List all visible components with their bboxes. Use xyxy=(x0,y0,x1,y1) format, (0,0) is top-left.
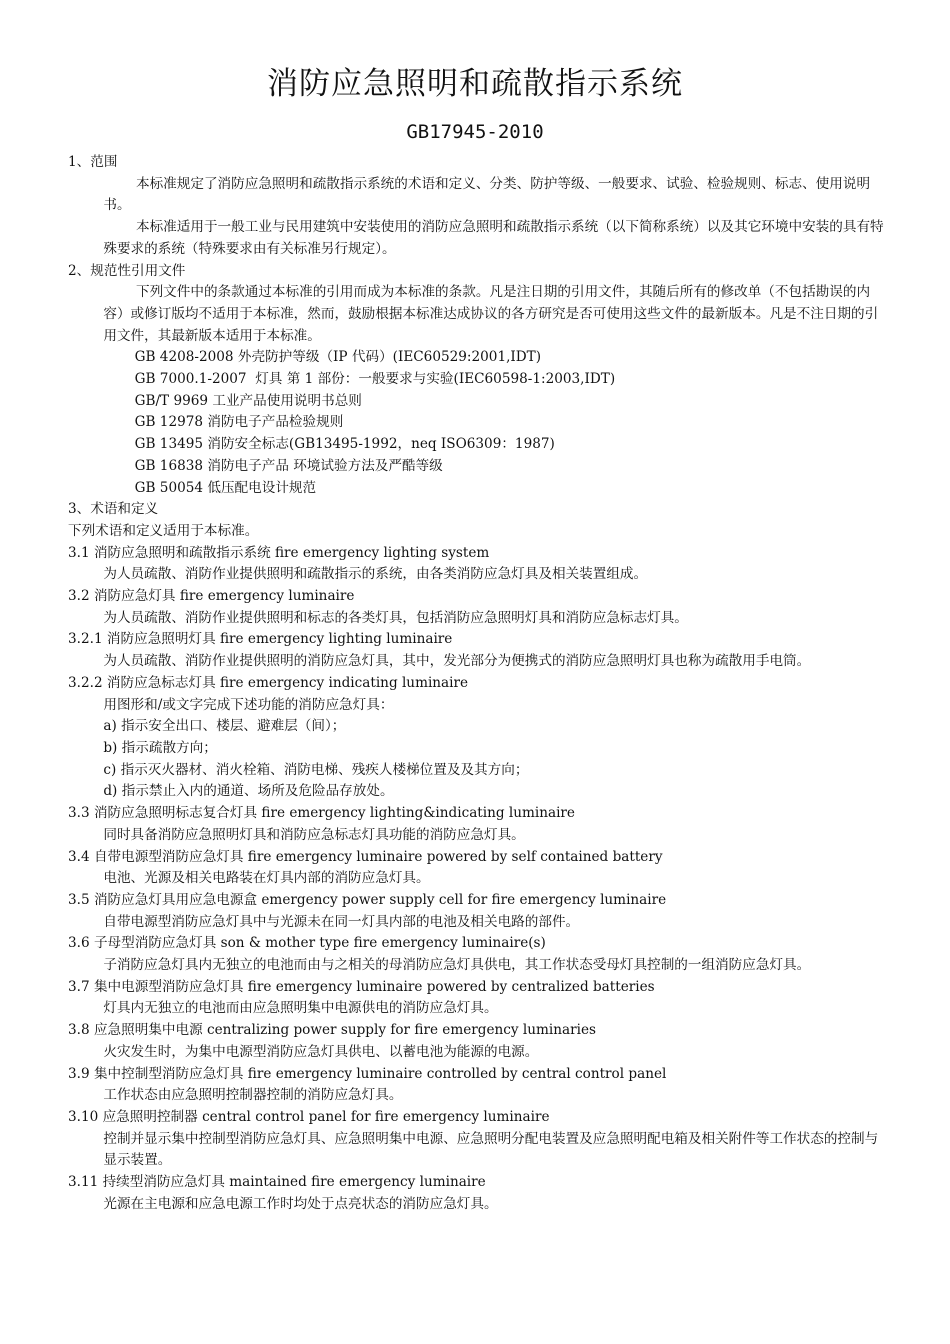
reference-item: GB 16838 消防电子产品 环境试验方法及严酷等级 xyxy=(134,457,443,474)
term-heading: 3.6 子母型消防应急灯具 son & mother type fire emergency luminaire(s) xyxy=(68,935,546,952)
paragraph: 本标准规定了消防应急照明和疏散指示系统的术语和定义、分类、防护等级、一般要求、试验、检验规则、标志、使用说明书。 xyxy=(103,175,871,214)
list-item: a) 指示安全出口、楼层、避难层（间）； xyxy=(103,718,346,735)
section-heading: 1、范围 xyxy=(68,154,118,170)
term-definition: 同时具备消防应急照明灯具和消防应急标志灯具功能的消防应急灯具。 xyxy=(103,826,525,843)
standard-code: GB17945-2010 xyxy=(406,121,544,143)
reference-item: GB 4208-2008 外壳防护等级（IP 代码）(IEC60529:2001,IDT) xyxy=(134,349,542,366)
term-definition: 为人员疏散、消防作业提供照明和疏散指示的系统，由各类消防应急灯具及相关装置组成。 xyxy=(103,566,648,583)
document-body xyxy=(68,152,886,1215)
term-heading: 3.4 自带电源型消防应急灯具 fire emergency luminaire powered by self contained battery xyxy=(68,848,663,865)
paragraph: 本标准适用于一般工业与民用建筑中安装使用的消防应急照明和疏散指示系统（以下简称系统）以及其它环境中安装的具有特殊要求的系统（特殊要求由有关标准另行规定）。 xyxy=(103,219,884,257)
term-definition: 为人员疏散、消防作业提供照明的消防应急灯具，其中，发光部分为便携式的消防应急照明灯具也称为疏散用手电筒。 xyxy=(103,653,811,670)
term-heading: 3.2.1 消防应急照明灯具 fire emergency lighting luminaire xyxy=(68,631,453,648)
term-heading: 3.8 应急照明集中电源 centralizing power supply for fire emergency luminaries xyxy=(68,1022,596,1039)
list-item: c) 指示灭火器材、消火栓箱、消防电梯、残疾人楼梯位置及及其方向； xyxy=(103,761,529,778)
section-heading: 3、术语和定义 xyxy=(68,501,159,518)
term-heading: 3.1 消防应急照明和疏散指示系统 fire emergency lighting system xyxy=(68,544,490,561)
term-definition: 自带电源型消防应急灯具中与光源未在同一灯具内部的电池及相关电路的部件。 xyxy=(103,913,580,930)
reference-item: GB 12978 消防电子产品检验规则 xyxy=(134,414,344,431)
reference-item: GB 7000.1-2007 灯具 第 1 部份：一般要求与实验(IEC60598-1:2003,IDT) xyxy=(134,371,616,388)
paragraph: 下列术语和定义适用于本标准。 xyxy=(68,522,259,539)
term-definition: 控制并显示集中控制型消防应急灯具、应急照明集中电源、应急照明分配电装置及应急照明配电箱及相关附件等工作状态的控制与显示装置。 xyxy=(103,1130,879,1169)
list-item: d) 指示禁止入内的通道、场所及危险品存放处。 xyxy=(103,783,394,800)
term-heading: 3.2 消防应急灯具 fire emergency luminaire xyxy=(68,588,355,605)
paragraph: 下列文件中的条款通过本标准的引用而成为本标准的条款。凡是注日期的引用文件，其随后所有的修改单（不包括勘误的内容）或修订版均不适用于本标准，然而，鼓励根据本标准达成协议的各方研究是否可使用这些文件的最新版本。凡是不注日期的引用文件，其最新版本适用于本标准。 xyxy=(103,284,879,344)
term-heading: 3.10 应急照明控制器 central control panel for fire emergency luminaire xyxy=(68,1108,550,1125)
term-heading: 3.3 消防应急照明标志复合灯具 fire emergency lighting&indicating luminaire xyxy=(68,805,575,822)
term-definition: 电池、光源及相关电路装在灯具内部的消防应急灯具。 xyxy=(103,870,430,887)
term-definition: 光源在主电源和应急电源工作时均处于点亮状态的消防应急灯具。 xyxy=(103,1195,498,1212)
term-definition: 为人员疏散、消防作业提供照明和标志的各类灯具，包括消防应急照明灯具和消防应急标志灯具。 xyxy=(103,609,688,626)
list-item: b) 指示疏散方向； xyxy=(103,739,217,756)
term-definition: 子消防应急灯具内无独立的电池而由与之相关的母消防应急灯具供电，其工作状态受母灯具控制的一组消防应急灯具。 xyxy=(103,957,811,974)
term-definition: 火灾发生时，为集中电源型消防应急灯具供电、以蓄电池为能源的电源。 xyxy=(103,1043,539,1060)
reference-item: GB 50054 低压配电设计规范 xyxy=(134,479,317,496)
term-heading: 3.7 集中电源型消防应急灯具 fire emergency luminaire powered by centralized batteries xyxy=(68,978,655,995)
section-heading: 2、规范性引用文件 xyxy=(68,262,186,279)
reference-item: GB/T 9969 工业产品使用说明书总则 xyxy=(134,392,362,409)
term-definition: 用图形和/或文字完成下述功能的消防应急灯具： xyxy=(103,696,394,713)
term-definition: 灯具内无独立的电池而由应急照明集中电源供电的消防应急灯具。 xyxy=(103,1000,498,1017)
term-definition: 工作状态由应急照明控制器控制的消防应急灯具。 xyxy=(103,1087,403,1104)
term-heading: 3.9 集中控制型消防应急灯具 fire emergency luminaire controlled by central control panel xyxy=(68,1065,667,1082)
term-heading: 3.2.2 消防应急标志灯具 fire emergency indicating luminaire xyxy=(68,674,469,691)
term-heading: 3.11 持续型消防应急灯具 maintained fire emergency luminaire xyxy=(68,1174,486,1191)
document-title: 消防应急照明和疏散指示系统 xyxy=(267,66,683,102)
term-heading: 3.5 消防应急灯具用应急电源盒 emergency power supply cell for fire emergency luminaire xyxy=(68,891,667,908)
reference-item: GB 13495 消防安全标志(GB13495-1992，neq ISO6309：1987) xyxy=(134,436,555,453)
